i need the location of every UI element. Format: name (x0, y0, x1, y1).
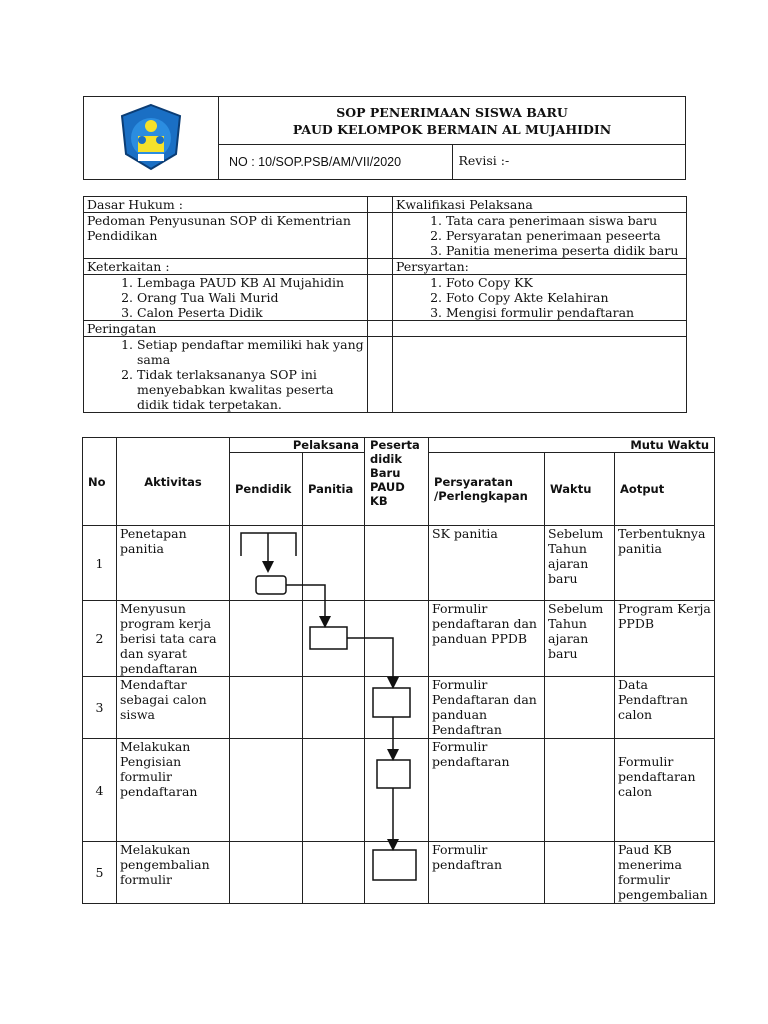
row-aktivitas: Mendaftar sebagai calon siswa (117, 677, 230, 739)
row-aktivitas: Menyusun program kerja berisi tata cara dan syarat pendaftaran (117, 601, 230, 677)
col-mutu-waktu: Mutu Waktu (429, 438, 715, 453)
process-box-3 (373, 688, 410, 717)
col-peserta: Peserta didik Baru PAUD KB (365, 438, 429, 526)
row-aktivitas: Melakukan Pengisian formulir pendaftaran (117, 739, 230, 842)
list-item: 1. Setiap pendaftar memiliki hak yang sama (137, 337, 364, 367)
col-persyaratan: Persyaratan /Perlengkapan (429, 453, 545, 526)
row-aotput: Data Pendaftran calon (615, 677, 715, 739)
arrow-1 (286, 585, 325, 625)
col-no: No (83, 438, 117, 526)
row-persyaratan: Formulir Pendaftaran dan panduan Pendaftran (429, 677, 545, 739)
row-no: 3 (83, 677, 117, 739)
row-persyaratan: Formulir pendaftaran (429, 739, 545, 842)
list-item: 2. Foto Copy Akte Kelahiran (446, 290, 683, 305)
row-aotput: Paud KB menerima formulir pengembalian (615, 842, 715, 904)
row-no: 5 (83, 842, 117, 904)
start-bracket (241, 533, 296, 570)
sop-title: SOP PENERIMAAN SISWA BARU (336, 104, 568, 120)
col-panitia: Panitia (303, 453, 365, 526)
list-item: 1. Lembaga PAUD KB Al Mujahidin (137, 275, 364, 290)
process-box-4 (377, 760, 410, 788)
list-item: 1. Foto Copy KK (446, 275, 683, 290)
process-box-5 (373, 850, 416, 880)
row-aotput: Terbentuknya panitia (615, 526, 715, 601)
dasar-hukum-text: Pedoman Penyusunan SOP di Kementrian Pendidikan (84, 213, 368, 259)
col-waktu: Waktu (545, 453, 615, 526)
peringatan-label: Peringatan (84, 321, 368, 337)
keterkaitan-label: Keterkaitan : (84, 259, 368, 275)
col-pendidik: Pendidik (230, 453, 303, 526)
dasar-hukum-label: Dasar Hukum : (84, 197, 368, 213)
list-item: 2. Orang Tua Wali Murid (137, 290, 364, 305)
row-no: 4 (83, 739, 117, 842)
row-aktivitas: Melakukan pengembalian formulir (117, 842, 230, 904)
row-no: 2 (83, 601, 117, 677)
list-item: 3. Calon Peserta Didik (137, 305, 364, 320)
row-waktu: Sebelum Tahun ajaran baru (545, 526, 615, 601)
row-no: 1 (83, 526, 117, 601)
arrow-2 (347, 638, 393, 686)
row-persyaratan: Formulir pendaftaran dan panduan PPDB (429, 601, 545, 677)
process-box-1 (256, 576, 286, 594)
row-waktu: Sebelum Tahun ajaran baru (545, 601, 615, 677)
list-item: 2. Tidak terlaksananya SOP ini menyebabkan kwalitas peserta didik tidak terpetakan. (137, 367, 364, 412)
list-item: 1. Tata cara penerimaan siswa baru (446, 213, 683, 228)
kualifikasi-label: Kwalifikasi Pelaksana (393, 197, 687, 213)
revision: Revisi :- (452, 145, 686, 180)
row-aotput: Program Kerja PPDB (615, 601, 715, 677)
col-aotput: Aotput (615, 453, 715, 526)
list-item: 3. Mengisi formulir pendaftaran (446, 305, 683, 320)
col-aktivitas: Aktivitas (117, 438, 230, 526)
list-item: 3. Panitia menerima peserta didik baru (446, 243, 683, 258)
row-persyaratan: Formulir pendaftran (429, 842, 545, 904)
row-persyaratan: SK panitia (429, 526, 545, 601)
list-item: 2. Persyaratan penerimaan peseerta (446, 228, 683, 243)
process-box-2 (310, 627, 347, 649)
sop-subtitle: PAUD KELOMPOK BERMAIN AL MUJAHIDIN (292, 121, 612, 137)
col-pelaksana: Pelaksana (230, 438, 365, 453)
sop-number: NO : 10/SOP.PSB/AM/VII/2020 (219, 145, 453, 180)
row-aotput: Formulir pendaftaran calon (615, 739, 715, 842)
row-aktivitas: Penetapan panitia (117, 526, 230, 601)
persyaratan-label: Persyartan: (393, 259, 687, 275)
